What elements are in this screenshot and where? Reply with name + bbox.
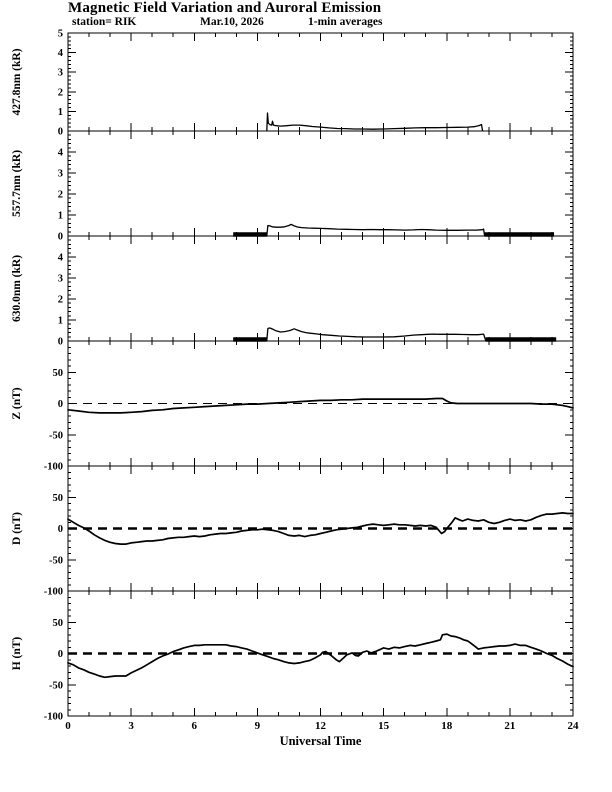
x-ticks xyxy=(68,131,573,236)
x-axis-labels xyxy=(65,720,579,748)
averaging-label: 1-min averages xyxy=(308,16,383,28)
y-ticks xyxy=(68,33,573,131)
y-tick-label: -100 xyxy=(43,711,63,723)
y-tick-label: -50 xyxy=(49,555,63,567)
y-tick-label: 4 xyxy=(57,147,63,159)
y-tick-label: 4 xyxy=(57,48,63,60)
y-tick-label: 1 xyxy=(57,210,63,222)
x-tick-label: 18 xyxy=(441,720,453,732)
y-tick-label: 0 xyxy=(57,231,63,243)
y-tick-label: 50 xyxy=(52,617,63,629)
y-axis-title: 630.0nm (kR) xyxy=(11,254,23,323)
x-tick-label: 21 xyxy=(504,720,516,732)
x-ticks xyxy=(68,236,573,341)
y-axis-title: D (nT) xyxy=(11,512,23,545)
y-tick-label: 3 xyxy=(57,273,63,285)
y-tick-label: 3 xyxy=(57,67,63,79)
panel-D xyxy=(11,466,573,598)
y-tick-label: 2 xyxy=(57,189,63,201)
x-tick-label: 24 xyxy=(567,720,579,732)
date-label: Mar.10, 2026 xyxy=(200,16,264,28)
data-curve-H xyxy=(68,634,573,677)
y-tick-label: 0 xyxy=(57,399,63,410)
panel-frame xyxy=(68,33,573,131)
y-tick-label: 3 xyxy=(57,168,63,180)
x-tick-label: 6 xyxy=(191,720,197,732)
y-tick-label: 50 xyxy=(52,492,63,504)
chart-subtitle xyxy=(0,16,612,30)
x-axis-title: Universal Time xyxy=(279,734,362,748)
y-tick-label: 0 xyxy=(57,649,63,660)
x-ticks xyxy=(68,33,573,131)
y-tick-label: 0 xyxy=(57,524,63,535)
station-label: station= RIK xyxy=(72,16,137,28)
y-tick-label: 2 xyxy=(57,87,63,99)
y-tick-label: 4 xyxy=(57,252,63,264)
y-tick-label: -100 xyxy=(43,461,63,473)
x-tick-label: 15 xyxy=(378,720,390,732)
y-tick-label: 0 xyxy=(57,336,63,348)
y-axis-title: 427.8nm (kR) xyxy=(11,48,23,116)
y-tick-label: -100 xyxy=(43,586,63,598)
x-tick-label: 9 xyxy=(254,720,261,732)
panel-427.8nm xyxy=(11,29,573,138)
x-tick-label: 12 xyxy=(315,720,326,732)
y-tick-label: 2 xyxy=(57,294,63,306)
x-tick-label: 3 xyxy=(128,720,134,732)
data-curve-Z xyxy=(68,399,573,413)
panel-557.7nm xyxy=(11,131,573,243)
y-tick-label: 0 xyxy=(57,126,63,138)
y-tick-label: 5 xyxy=(57,28,63,40)
y-axis-title: 557.7nm (kR) xyxy=(11,149,23,218)
y-tick-label: 50 xyxy=(52,367,63,379)
x-tick-label: 0 xyxy=(65,720,71,732)
y-tick-label: -50 xyxy=(49,680,63,692)
y-tick-label: 1 xyxy=(57,315,63,327)
panel-Z xyxy=(11,341,573,473)
y-tick-label: -50 xyxy=(49,430,63,442)
y-ticks xyxy=(68,131,573,236)
panel-H xyxy=(11,591,573,723)
y-axis-title: H (nT) xyxy=(11,636,23,671)
y-tick-label: 1 xyxy=(57,106,63,118)
panel-630.0nm xyxy=(11,236,573,348)
y-ticks xyxy=(68,236,573,341)
panel-frame xyxy=(68,131,573,236)
chart-title: Magnetic Field Variation and Auroral Emission xyxy=(68,0,382,16)
panel-frame xyxy=(68,236,573,341)
y-axis-title: Z (nT) xyxy=(11,387,23,420)
